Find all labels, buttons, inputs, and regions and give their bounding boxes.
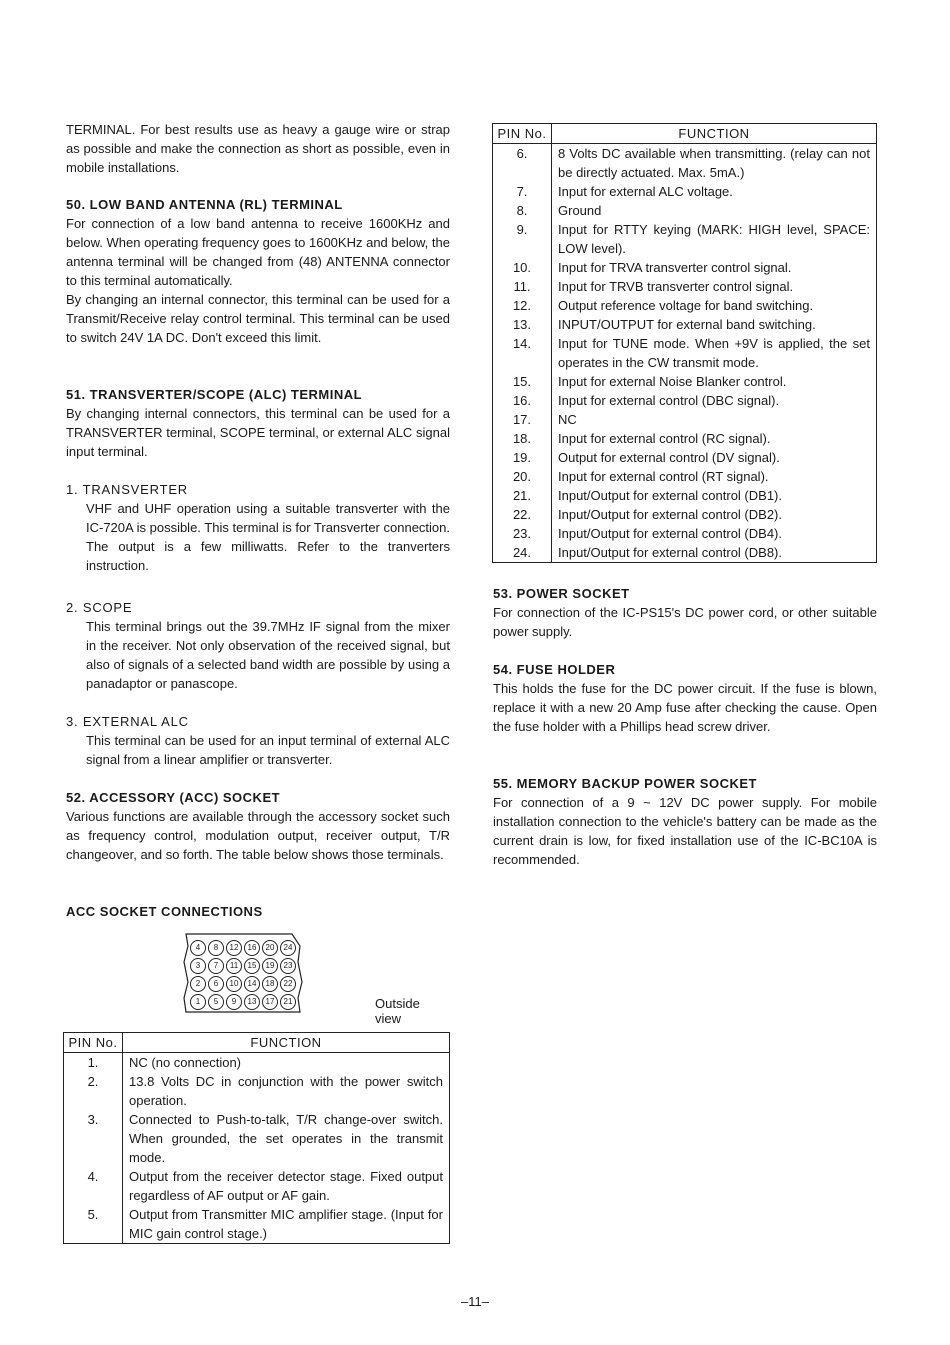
section-53-heading: 53. POWER SOCKET xyxy=(493,586,630,601)
pin-row-2 xyxy=(190,958,296,974)
pin-function: NC xyxy=(558,412,577,427)
pin-function: Output reference voltage for band switching. xyxy=(558,298,814,313)
acc-pin-table-right xyxy=(492,123,877,563)
pin-function: Output for external control (DV signal). xyxy=(558,450,780,465)
pin-column-header: PIN No. xyxy=(493,124,552,144)
section-51-heading: 51. TRANSVERTER/SCOPE (ALC) TERMINAL xyxy=(66,387,363,402)
table-row xyxy=(493,410,877,429)
table-row xyxy=(493,448,877,467)
section-51 xyxy=(66,385,450,461)
acc-socket-diagram xyxy=(180,932,420,1026)
pin-row-4 xyxy=(190,994,296,1010)
pin-number: 19. xyxy=(493,448,552,467)
section-51-item-1 xyxy=(66,480,450,575)
section-55-heading: 55. MEMORY BACKUP POWER SOCKET xyxy=(493,776,757,791)
table-row xyxy=(493,505,877,524)
table-row xyxy=(493,220,877,258)
pin-function: 8 Volts DC available when transmitting. (relay can not be directly actuated. Max. 5mA.) xyxy=(558,146,870,180)
item-2-text: This terminal brings out the 39.7MHz IF signal from the mixer in the receiver. Not only observation of the received signal, but also of signals of a selected band width are possible by using a panadaptor or panascope. xyxy=(86,619,450,691)
pin-function: Input/Output for external control (DB2). xyxy=(558,507,782,522)
table-row xyxy=(493,391,877,410)
table-row xyxy=(493,372,877,391)
table-row xyxy=(493,467,877,486)
function-column-header: FUNCTION xyxy=(123,1033,450,1053)
pin-number: 6. xyxy=(493,144,552,183)
pin-function: Input for TUNE mode. When +9V is applied, the set operates in the CW transmit mode. xyxy=(558,336,870,370)
pin-label: 4 xyxy=(190,940,206,956)
pin-label: 24 xyxy=(280,940,296,956)
section-53 xyxy=(493,584,877,641)
pin-function: Input for external control (RC signal). xyxy=(558,431,771,446)
pin-label: 21 xyxy=(280,994,296,1010)
section-52 xyxy=(66,788,450,864)
pin-label: 5 xyxy=(208,994,224,1010)
item-1-text: VHF and UHF operation using a suitable transverter with the IC-720A is possible. This terminal is for Transverter connection. The output is a few milliwatts. Refer to the tranverters instruction. xyxy=(86,501,450,573)
section-50-paragraph-1: For connection of a low band antenna to receive 1600KHz and below. When operating frequency goes to 1600KHz and below, the antenna terminal will be changed from (48) ANTENNA connector to this terminal automatically. xyxy=(66,216,450,288)
intro-paragraph: TERMINAL. For best results use as heavy a gauge wire or strap as possible and make the connection as short as possible, even in mobile installations. xyxy=(66,122,450,175)
pin-column-header: PIN No. xyxy=(64,1033,123,1053)
pin-number: 23. xyxy=(493,524,552,543)
pin-number: 9. xyxy=(493,220,552,258)
pin-function: Input/Output for external control (DB4). xyxy=(558,526,782,541)
pin-number: 4. xyxy=(64,1167,123,1205)
item-3-text: This terminal can be used for an input terminal of external ALC signal from a linear amplifier or transverter. xyxy=(86,733,450,767)
pin-function: Connected to Push-to-talk, T/R change-over switch. When grounded, the set operates in the transmit mode. xyxy=(129,1112,443,1165)
pin-label: 19 xyxy=(262,958,278,974)
pin-function: Ground xyxy=(558,203,602,218)
table-row xyxy=(64,1053,450,1073)
page-number: –11– xyxy=(461,1294,489,1309)
section-52-heading: 52. ACCESSORY (ACC) SOCKET xyxy=(66,790,281,805)
pin-label: 12 xyxy=(226,940,242,956)
pin-function: Output from the receiver detector stage. Fixed output regardless of AF output or AF gain. xyxy=(129,1169,443,1203)
pin-label: 3 xyxy=(190,958,206,974)
pin-label: 20 xyxy=(262,940,278,956)
pin-label: 6 xyxy=(208,976,224,992)
item-2-title: 2. SCOPE xyxy=(66,600,133,615)
section-53-paragraph-1: For connection of the IC-PS15's DC power cord, or other suitable power supply. xyxy=(493,605,877,639)
pin-function: INPUT/OUTPUT for external band switching. xyxy=(558,317,816,332)
pin-function: Input for external Noise Blanker control. xyxy=(558,374,787,389)
pin-function: Input for external control (RT signal). xyxy=(558,469,769,484)
item-1-title: 1. TRANSVERTER xyxy=(66,482,188,497)
pin-number: 10. xyxy=(493,258,552,277)
pin-number: 3. xyxy=(64,1110,123,1167)
table-row xyxy=(493,182,877,201)
table-row xyxy=(493,429,877,448)
pin-label: 14 xyxy=(244,976,260,992)
section-50 xyxy=(66,195,450,347)
pin-number: 17. xyxy=(493,410,552,429)
pin-number: 12. xyxy=(493,296,552,315)
section-52-paragraph-1: Various functions are available through the accessory socket such as frequency control, modulation output, receiver output, T/R changeover, and so forth. The table below shows those terminals. xyxy=(66,809,450,862)
pin-label: 7 xyxy=(208,958,224,974)
pin-label: 13 xyxy=(244,994,260,1010)
table-row xyxy=(64,1167,450,1205)
table-row xyxy=(493,258,877,277)
pin-function: Input for TRVB transverter control signal. xyxy=(558,279,794,294)
pin-function: NC (no connection) xyxy=(129,1055,241,1070)
section-51-paragraph-1: By changing internal connectors, this terminal can be used for a TRANSVERTER terminal, SCOPE terminal, or external ALC signal input terminal. xyxy=(66,406,450,459)
table-row xyxy=(64,1110,450,1167)
pin-label: 17 xyxy=(262,994,278,1010)
table-row xyxy=(493,543,877,563)
pin-function: Input/Output for external control (DB8). xyxy=(558,545,782,560)
pin-function: Input for TRVA transverter control signal. xyxy=(558,260,792,275)
pin-function: Input for RTTY keying (MARK: HIGH level, SPACE: LOW level). xyxy=(558,222,870,256)
pin-label: 10 xyxy=(226,976,242,992)
pin-number: 14. xyxy=(493,334,552,372)
pin-number: 8. xyxy=(493,201,552,220)
table-row xyxy=(493,315,877,334)
pin-number: 15. xyxy=(493,372,552,391)
pin-number: 13. xyxy=(493,315,552,334)
pin-number: 11. xyxy=(493,277,552,296)
pin-number: 7. xyxy=(493,182,552,201)
pin-label: 8 xyxy=(208,940,224,956)
section-51-item-2 xyxy=(66,598,450,693)
table-row xyxy=(493,524,877,543)
pin-label: 9 xyxy=(226,994,242,1010)
pin-number: 20. xyxy=(493,467,552,486)
pin-number: 1. xyxy=(64,1053,123,1073)
pin-number: 18. xyxy=(493,429,552,448)
pin-label: 1 xyxy=(190,994,206,1010)
pin-number: 21. xyxy=(493,486,552,505)
pin-number: 22. xyxy=(493,505,552,524)
section-50-paragraph-2: By changing an internal connector, this terminal can be used for a Transmit/Receive relay control terminal. This terminal can be used to switch 24V 1A DC. Don't exceed this limit. xyxy=(66,292,450,345)
pin-label: 22 xyxy=(280,976,296,992)
section-54-heading: 54. FUSE HOLDER xyxy=(493,662,616,677)
pin-label: 16 xyxy=(244,940,260,956)
table-row xyxy=(493,277,877,296)
table-row xyxy=(64,1072,450,1110)
pin-label: 11 xyxy=(226,958,242,974)
section-54 xyxy=(493,660,877,736)
pin-number: 5. xyxy=(64,1205,123,1244)
pin-number: 24. xyxy=(493,543,552,563)
acc-pin-table-left xyxy=(63,1032,450,1244)
section-55-paragraph-1: For connection of a 9 ~ 12V DC power supply. For mobile installation connection to the vehicle's battery can be made as the current drain is low, for fixed installation use of the IC-BC10A is recommended. xyxy=(493,795,877,867)
section-55 xyxy=(493,774,877,869)
table-row xyxy=(493,486,877,505)
pin-function: Input/Output for external control (DB1). xyxy=(558,488,782,503)
pin-row-1 xyxy=(190,940,296,956)
pin-number: 2. xyxy=(64,1072,123,1110)
pin-number: 16. xyxy=(493,391,552,410)
pin-label: 18 xyxy=(262,976,278,992)
pin-label: 2 xyxy=(190,976,206,992)
pin-label: 23 xyxy=(280,958,296,974)
section-50-heading: 50. LOW BAND ANTENNA (RL) TERMINAL xyxy=(66,197,343,212)
pin-label: 15 xyxy=(244,958,260,974)
table-row xyxy=(64,1205,450,1244)
item-3-title: 3. EXTERNAL ALC xyxy=(66,714,189,729)
table-row xyxy=(493,334,877,372)
function-column-header: FUNCTION xyxy=(552,124,877,144)
table-row xyxy=(493,296,877,315)
pin-function: Input for external control (DBC signal). xyxy=(558,393,780,408)
table-row xyxy=(493,201,877,220)
pin-row-3 xyxy=(190,976,296,992)
table-row xyxy=(493,144,877,183)
outside-view-label: Outside view xyxy=(375,996,420,1026)
pin-function: Input for external ALC voltage. xyxy=(558,184,733,199)
section-54-paragraph-1: This holds the fuse for the DC power circuit. If the fuse is blown, replace it with a new 20 Amp fuse after checking the cause. Open the fuse holder with a Phillips head screw driver. xyxy=(493,681,877,734)
section-51-item-3 xyxy=(66,712,450,769)
acc-socket-heading: ACC SOCKET CONNECTIONS xyxy=(66,904,263,919)
pin-function: Output from Transmitter MIC amplifier stage. (Input for MIC gain control stage.) xyxy=(129,1207,443,1241)
pin-function: 13.8 Volts DC in conjunction with the power switch operation. xyxy=(129,1074,443,1108)
